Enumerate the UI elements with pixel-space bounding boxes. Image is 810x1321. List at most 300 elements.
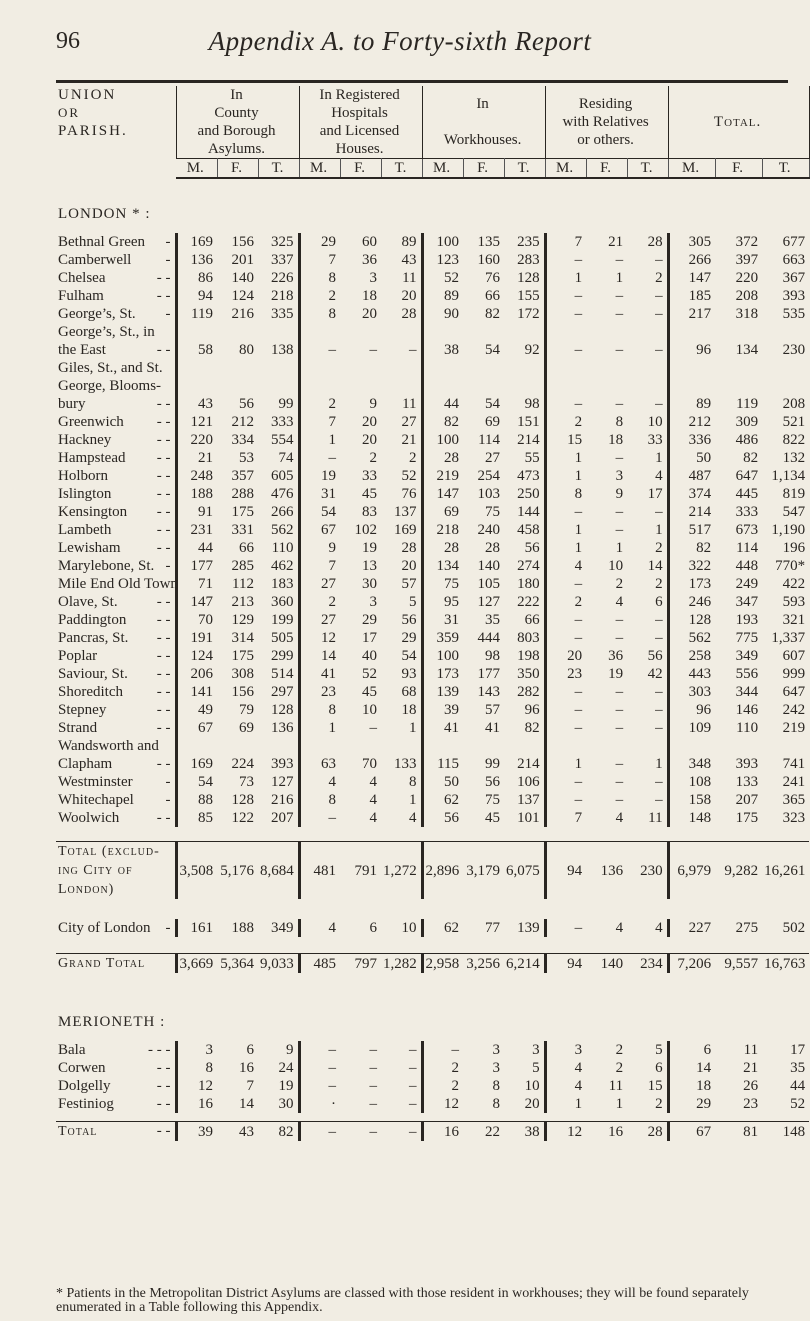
table-cell: 2 <box>615 1060 624 1076</box>
table-cell: 100 <box>422 647 463 665</box>
table-cell: 101 <box>517 810 540 826</box>
table-cell: 206 <box>176 665 217 683</box>
table-cell: 1 <box>545 521 586 539</box>
table-cell: 7 <box>299 557 340 575</box>
table-cell: 4 <box>369 774 378 790</box>
table-cell: 4 <box>409 810 417 826</box>
table-cell: 3,508 <box>176 861 217 880</box>
row-name: bury <box>58 396 86 412</box>
total-header: Total. <box>668 86 809 159</box>
table-cell: 249 <box>735 576 759 592</box>
table-cell: – <box>545 305 586 323</box>
table-cell: 156 <box>231 234 254 250</box>
table-cell: 11 <box>402 396 417 412</box>
row-label <box>56 557 176 575</box>
total-excluding-city-row <box>56 842 809 862</box>
table-cell: 137 <box>394 504 417 520</box>
table-cell <box>217 737 258 755</box>
table-cell <box>627 359 668 377</box>
subheader-t: T. <box>504 159 545 179</box>
table-cell: 66 <box>239 540 254 556</box>
table-cell: – <box>655 288 663 304</box>
table-cell: 67 <box>668 1122 715 1142</box>
table-cell: 43 <box>176 395 217 413</box>
table-cell <box>504 377 545 395</box>
table-cell: 15 <box>545 431 586 449</box>
table-cell: 75 <box>422 575 463 593</box>
table-cell: 106 <box>517 774 540 790</box>
workhouses-header: In Workhouses. <box>422 86 545 159</box>
row-name: Olave, St. <box>58 594 118 610</box>
table-cell: 473 <box>517 468 540 484</box>
leader-dashes: - - <box>156 594 171 610</box>
table-cell: 68 <box>401 684 417 700</box>
table-cell: – <box>299 1077 340 1095</box>
subheader-m: M. <box>422 159 463 179</box>
table-cell: 136 <box>176 251 217 269</box>
leader-dashes: - - <box>156 504 171 520</box>
table-cell: 199 <box>271 612 294 628</box>
table-cell: 98 <box>524 396 540 412</box>
table-cell: 22 <box>463 1122 504 1142</box>
table-cell: – <box>655 774 663 790</box>
header-rule <box>56 80 788 83</box>
table-cell: 266 <box>271 504 294 520</box>
table-row <box>56 521 809 539</box>
table-cell: 365 <box>782 792 806 808</box>
table-cell: 5,176 <box>220 862 254 879</box>
table-cell: 91 <box>176 503 217 521</box>
table-cell: 288 <box>231 486 254 502</box>
union-or-parish-header <box>56 86 176 178</box>
table-cell: 218 <box>271 288 294 304</box>
table-cell: – <box>615 252 624 268</box>
table-cell: 19 <box>608 666 624 682</box>
leader-dashes: - - <box>156 720 171 736</box>
empty-cell <box>762 880 809 899</box>
table-cell: 128 <box>231 792 254 808</box>
table-cell: 148 <box>762 1122 809 1142</box>
empty-cell <box>668 880 715 899</box>
table-cell: 140 <box>477 558 501 574</box>
table-cell: 82 <box>743 450 759 466</box>
table-cell: 77 <box>485 920 501 936</box>
table-cell: 28 <box>627 1122 668 1142</box>
table-cell: 188 <box>231 920 254 936</box>
table-cell: 140 <box>231 270 254 286</box>
table-cell: 36 <box>608 648 624 664</box>
table-cell: 7,206 <box>668 954 715 974</box>
table-cell: 18 <box>608 432 624 448</box>
table-row <box>56 251 809 269</box>
table-cell: 8 <box>299 791 340 809</box>
table-cell: – <box>655 306 663 322</box>
leader-dashes: - - - <box>148 1042 171 1058</box>
table-cell: 220 <box>176 431 217 449</box>
table-cell: – <box>655 684 663 700</box>
row-name: Wandsworth and <box>58 738 159 754</box>
table-cell: 1 <box>409 792 417 808</box>
table-cell: 547 <box>782 504 806 520</box>
table-cell: 45 <box>362 486 378 502</box>
table-cell: 216 <box>271 792 294 808</box>
table-cell: 175 <box>735 810 759 826</box>
table-cell: 1 <box>545 449 586 467</box>
table-cell: 4 <box>655 920 663 936</box>
empty-cell <box>217 880 258 899</box>
table-cell: 44 <box>422 395 463 413</box>
row-label <box>56 611 176 629</box>
table-cell: – <box>615 792 624 808</box>
table-cell: 41 <box>485 720 501 736</box>
table-cell: 1,272 <box>383 862 417 879</box>
table-cell: 3 <box>615 468 624 484</box>
table-cell: 127 <box>477 594 501 610</box>
table-cell <box>422 359 463 377</box>
table-cell: – <box>299 1041 340 1059</box>
table-cell <box>463 737 504 755</box>
table-cell: 8 <box>545 485 586 503</box>
table-cell: 180 <box>517 576 540 592</box>
table-cell: 69 <box>422 503 463 521</box>
table-cell <box>217 323 258 341</box>
table-cell: 663 <box>782 252 806 268</box>
table-cell: 647 <box>782 684 806 700</box>
or-label: OR <box>58 105 81 120</box>
table-body <box>56 178 809 1141</box>
table-cell: 2 <box>422 1077 463 1095</box>
table-cell: 593 <box>782 594 806 610</box>
table-cell: 1,190 <box>771 522 806 538</box>
row-name: Total (exclud- <box>58 844 160 859</box>
statistics-table <box>56 86 810 1141</box>
row-label <box>56 305 176 323</box>
table-cell: 11 <box>648 810 663 826</box>
empty-cell <box>176 842 217 862</box>
row-label <box>56 575 176 593</box>
table-cell: 393 <box>782 288 806 304</box>
table-cell <box>299 323 340 341</box>
table-cell: 94 <box>545 861 586 880</box>
table-cell: – <box>409 342 417 358</box>
table-cell: – <box>615 396 624 412</box>
table-cell: 359 <box>422 629 463 647</box>
table-row <box>56 449 809 467</box>
empty-cell <box>381 880 422 899</box>
table-cell: 231 <box>176 521 217 539</box>
row-name: Westminster <box>58 774 133 790</box>
leader-dashes: - <box>165 252 171 268</box>
table-cell: 63 <box>299 755 340 773</box>
subheader-t: T. <box>258 159 299 179</box>
table-cell: 56 <box>422 809 463 827</box>
table-cell: 54 <box>401 648 417 664</box>
table-cell: 318 <box>735 306 759 322</box>
table-cell: 82 <box>485 306 501 322</box>
row-name: Giles, St., and St. <box>58 360 163 376</box>
leader-dashes: - - <box>156 540 171 556</box>
table-cell: 445 <box>735 486 759 502</box>
table-cell: 3,669 <box>176 954 217 974</box>
table-cell: 112 <box>232 576 254 592</box>
table-cell: – <box>655 630 663 646</box>
table-cell: 535 <box>782 306 806 322</box>
row-label <box>56 629 176 647</box>
city-of-london-row <box>56 919 809 937</box>
table-cell: 82 <box>524 720 540 736</box>
row-label <box>56 773 176 791</box>
table-cell: 12 <box>545 1122 586 1142</box>
header-row <box>56 86 809 159</box>
table-cell: – <box>299 1059 340 1077</box>
leader-dashes: - - <box>156 702 171 718</box>
registered-hospitals-header: In Registered Hospitals and Licensed Houses. <box>299 86 422 159</box>
table-cell: 79 <box>239 702 254 718</box>
table-cell <box>668 377 715 395</box>
table-cell: 99 <box>485 756 501 772</box>
table-cell: 6 <box>246 1042 254 1058</box>
table-cell: 521 <box>782 414 806 430</box>
empty-cell <box>504 842 545 862</box>
table-cell: 218 <box>422 521 463 539</box>
table-cell: 1 <box>545 467 586 485</box>
table-cell: 16 <box>422 1122 463 1142</box>
table-cell: – <box>369 720 378 736</box>
table-cell: 28 <box>401 540 417 556</box>
table-cell: 4 <box>615 594 624 610</box>
table-cell: 67 <box>176 719 217 737</box>
table-cell <box>715 737 762 755</box>
table-cell: 76 <box>485 270 501 286</box>
table-cell: 240 <box>477 522 501 538</box>
table-cell: 80 <box>239 342 254 358</box>
row-label <box>56 701 176 719</box>
table-cell: 20 <box>362 414 378 430</box>
table-cell: 422 <box>782 576 806 592</box>
empty-cell <box>762 842 809 862</box>
table-row <box>56 305 809 323</box>
table-cell: – <box>615 774 624 790</box>
table-cell: 17 <box>647 486 663 502</box>
table-cell: 4 <box>369 792 378 808</box>
table-cell: 605 <box>271 468 294 484</box>
empty-cell <box>299 842 340 862</box>
table-cell: 360 <box>271 594 294 610</box>
row-label <box>56 1041 176 1059</box>
row-name: Total <box>58 1124 98 1139</box>
table-cell: 56 <box>485 774 501 790</box>
table-cell: – <box>545 575 586 593</box>
empty-cell <box>217 842 258 862</box>
table-cell: 28 <box>422 539 463 557</box>
table-cell: 93 <box>401 666 417 682</box>
table-cell: 8 <box>409 774 417 790</box>
table-cell: – <box>615 450 624 466</box>
table-cell: 83 <box>362 504 378 520</box>
table-cell: 275 <box>735 920 759 936</box>
table-cell: 124 <box>231 288 254 304</box>
row-label <box>56 809 176 827</box>
table-cell: 322 <box>668 557 715 575</box>
table-cell: 185 <box>668 287 715 305</box>
empty-cell <box>504 880 545 899</box>
row-name: Woolwich <box>58 810 120 826</box>
subheader-m: M. <box>176 159 217 179</box>
table-cell: 6 <box>655 1060 663 1076</box>
table-cell: – <box>340 1122 381 1142</box>
table-cell: 147 <box>422 485 463 503</box>
table-cell: 33 <box>647 432 663 448</box>
table-cell: 38 <box>504 1122 545 1142</box>
row-label <box>56 251 176 269</box>
row-name: Clapham <box>58 756 113 772</box>
table-cell: 56 <box>239 396 254 412</box>
table-cell: 54 <box>299 503 340 521</box>
table-cell: 18 <box>401 702 417 718</box>
row-name: Chelsea <box>58 270 106 286</box>
table-cell: 147 <box>176 593 217 611</box>
table-cell: – <box>545 791 586 809</box>
table-cell: 14 <box>647 558 663 574</box>
table-cell <box>545 377 586 395</box>
footnote: * Patients in the Metropolitan District Asylums are classed with those resident in workhouses; they will be found separately enumerated in a Table following this Appendix. <box>56 1286 749 1315</box>
table-cell: 1 <box>409 720 417 736</box>
table-cell: 485 <box>299 954 340 974</box>
empty-cell <box>176 880 217 899</box>
table-cell: 19 <box>299 467 340 485</box>
table-cell: 143 <box>477 684 501 700</box>
table-cell: 337 <box>271 252 294 268</box>
table-cell: – <box>381 1122 422 1142</box>
table-cell: – <box>369 1060 378 1076</box>
row-label <box>56 755 176 773</box>
table-cell: 214 <box>517 432 540 448</box>
spacer-row <box>56 899 809 919</box>
table-row <box>56 1077 809 1095</box>
leader-dashes: - <box>165 558 171 574</box>
table-cell: 309 <box>735 414 759 430</box>
table-cell: 4 <box>545 1077 586 1095</box>
table-cell: – <box>545 395 586 413</box>
table-cell: 303 <box>668 683 715 701</box>
table-row <box>56 701 809 719</box>
table-cell: 115 <box>422 755 463 773</box>
table-cell <box>627 323 668 341</box>
table-cell <box>627 377 668 395</box>
table-cell: 89 <box>401 234 417 250</box>
table-cell: 136 <box>271 720 294 736</box>
row-name: Greenwich <box>58 414 124 430</box>
table-cell: 1 <box>615 540 624 556</box>
row-name: Poplar <box>58 648 98 664</box>
table-cell: 258 <box>668 647 715 665</box>
table-cell: 39 <box>176 1122 217 1142</box>
table-cell: 7 <box>545 233 586 251</box>
table-cell: 173 <box>668 575 715 593</box>
table-cell: 133 <box>394 756 417 772</box>
table-cell: – <box>299 809 340 827</box>
table-cell: 134 <box>422 557 463 575</box>
table-cell: 397 <box>735 252 759 268</box>
table-cell: 94 <box>176 287 217 305</box>
empty-cell <box>715 842 762 862</box>
table-cell: 160 <box>477 252 501 268</box>
table-cell: – <box>299 1122 340 1142</box>
table-cell: 20 <box>362 432 378 448</box>
table-cell: 96 <box>668 341 715 359</box>
table-cell: – <box>545 701 586 719</box>
table-cell: 69 <box>239 720 254 736</box>
table-cell: 8 <box>299 305 340 323</box>
table-cell: 227 <box>668 919 715 937</box>
table-cell: 20 <box>362 306 378 322</box>
table-cell: 2 <box>299 395 340 413</box>
table-cell: 155 <box>517 288 540 304</box>
table-cell: 41 <box>299 665 340 683</box>
table-cell: 62 <box>422 791 463 809</box>
empty-cell <box>422 842 463 862</box>
table-cell: 214 <box>668 503 715 521</box>
row-label <box>56 1122 176 1142</box>
table-row <box>56 719 809 737</box>
leader-dashes: - - <box>156 666 171 682</box>
table-cell: 226 <box>271 270 294 286</box>
table-cell: 23 <box>299 683 340 701</box>
table-cell: 374 <box>668 485 715 503</box>
table-cell: 27 <box>401 414 417 430</box>
empty-cell <box>381 842 422 862</box>
table-cell: 246 <box>668 593 715 611</box>
leader-dashes: - - <box>156 270 171 286</box>
row-name: Festiniog <box>58 1096 114 1112</box>
row-name: Fulham <box>58 288 104 304</box>
table-cell: 12 <box>422 1095 463 1113</box>
table-cell: 50 <box>668 449 715 467</box>
table-cell: 6,979 <box>668 861 715 880</box>
table-cell: 3 <box>545 1041 586 1059</box>
table-cell: 822 <box>782 432 806 448</box>
subheader-f: F. <box>463 159 504 179</box>
row-label <box>56 287 176 305</box>
table-cell: 556 <box>735 666 759 682</box>
row-name: Dolgelly <box>58 1078 111 1094</box>
table-cell: 70 <box>362 756 378 772</box>
table-cell: 54 <box>485 342 501 358</box>
leader-dashes: - - <box>156 1123 171 1139</box>
row-label <box>56 431 176 449</box>
table-cell <box>668 737 715 755</box>
table-cell: 217 <box>668 305 715 323</box>
table-cell <box>586 323 627 341</box>
table-cell: 9,282 <box>724 862 759 879</box>
table-cell: 58 <box>176 341 217 359</box>
row-label <box>56 954 176 974</box>
row-label <box>56 521 176 539</box>
row-name: Corwen <box>58 1060 106 1076</box>
table-cell: 56 <box>647 648 663 664</box>
table-cell: – <box>655 504 663 520</box>
table-cell: 29 <box>362 612 378 628</box>
row-label <box>56 647 176 665</box>
table-cell <box>715 323 762 341</box>
table-cell: 212 <box>231 414 254 430</box>
table-cell: 797 <box>340 954 381 974</box>
table-cell: 1,134 <box>771 468 806 484</box>
row-label <box>56 413 176 431</box>
table-cell: 208 <box>735 288 759 304</box>
table-cell: 297 <box>271 684 294 700</box>
table-cell: 151 <box>517 414 540 430</box>
